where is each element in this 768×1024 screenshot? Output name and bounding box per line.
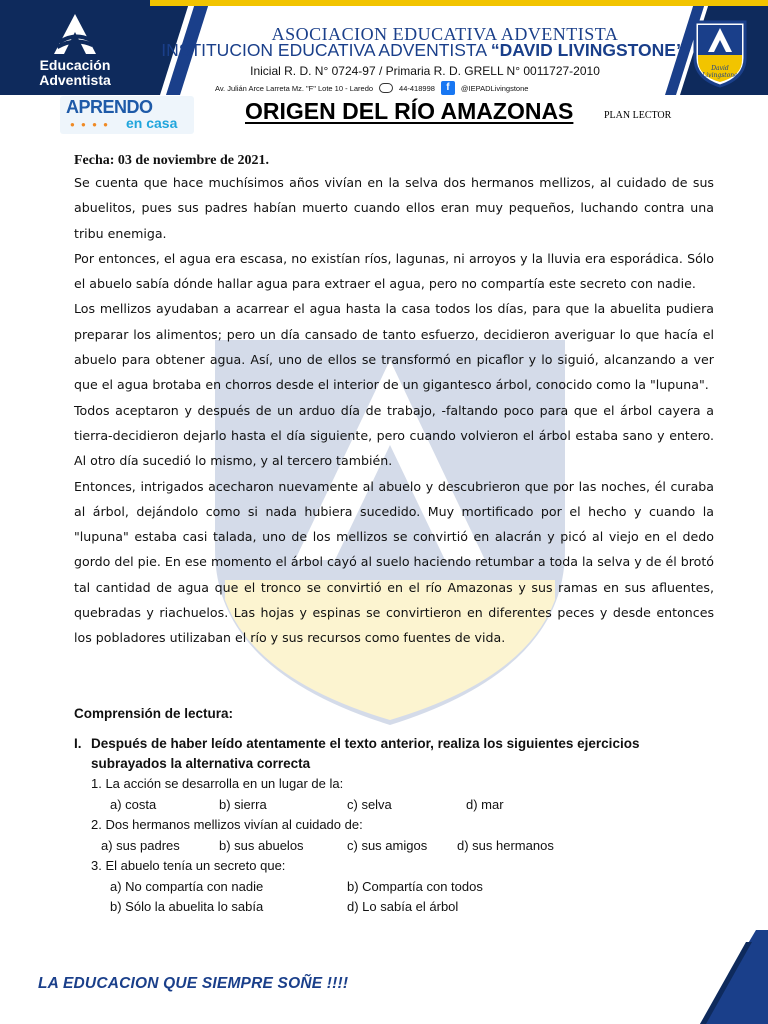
- social-handle: @IEPADLivingstone: [460, 83, 529, 93]
- question-1-stem: 1. La acción se desarrolla en un lugar de la:: [91, 776, 344, 791]
- story-paragraph: Entonces, intrigados acecharon nuevamente al abuelo y descubrieron que por las noches, él curaba al árbol, dejándolo como si nada hubiera sucedido. Muy mortificado por el hecho y cuando la "lupuna" estaba casi talada, uno de los mellizos se convirtió en alacrán y picó al viejo en el dedo gordo del pie. En ese momento el árbol cayó al suelo haciendo retumbar a toda la selva y de él brotó tal cantidad de agua que el tronco se convirtió en el río Amazonas y sus ramas en sus afluentes, quebradas y riachuelos. Las hojas y espinas se convirtieron en diferentes peces y desde entonces los pobladores utilizaban el río y sus recursos como fuentes de vida.: [74, 478, 714, 646]
- footer-corner-decoration: [700, 930, 768, 1024]
- question-2-option-b[interactable]: b) sus abuelos: [219, 838, 304, 853]
- svg-text:David: David: [711, 65, 729, 72]
- comprension-heading: Comprensión de lectura:: [74, 706, 234, 721]
- question-3-stem: 3. El abuelo tenía un secreto que:: [91, 858, 286, 873]
- phone-text: 44-418998: [399, 83, 435, 93]
- adventist-a-icon: [50, 12, 100, 56]
- school-crest: [690, 18, 750, 88]
- question-3-option-d[interactable]: d) Lo sabía el árbol: [347, 899, 459, 914]
- question-2-option-a[interactable]: a) sus padres: [101, 838, 180, 853]
- section-instructions-text: Después de haber leído atentamente el texto anterior, realiza los siguientes ejercicios subrayados la alternativa correcta: [91, 736, 640, 771]
- plan-lector-label: PLAN LECTOR: [604, 110, 672, 121]
- question-2-stem: 2. Dos hermanos mellizos vivían al cuidado de:: [91, 817, 363, 832]
- association-title: ASOCIACION EDUCATIVA ADVENTISTA: [271, 24, 619, 44]
- educacion-adventista-logo: [0, 0, 150, 95]
- phone-icon: [379, 83, 393, 93]
- address-text: Av. Julián Arce Larreta Mz. "F" Lote 10 - Laredo: [215, 83, 374, 93]
- footer-slogan: LA EDUCACION QUE SIEMPRE SOÑE !!!!: [38, 975, 349, 992]
- question-3-option-c[interactable]: b) Sólo la abuelita lo sabía: [110, 899, 264, 914]
- question-1-option-a[interactable]: a) costa: [110, 797, 157, 812]
- question-1-option-b[interactable]: b) sierra: [219, 797, 267, 812]
- question-3-option-b[interactable]: b) Compartía con todos: [347, 879, 483, 894]
- svg-text:Livingstone: Livingstone: [702, 72, 738, 79]
- institution-title: [158, 40, 688, 61]
- date-line: Fecha: 03 de noviembre de 2021.: [74, 153, 269, 168]
- question-2-option-c[interactable]: c) sus amigos: [347, 838, 428, 853]
- aprendo-dots-icon: ● ● ● ●: [70, 120, 110, 129]
- story-text: [74, 170, 714, 651]
- question-3-option-a[interactable]: a) No compartía con nadie: [110, 879, 264, 894]
- page-title: ORIGEN DEL RÍO AMAZONAS: [245, 98, 574, 124]
- institution-name: “DAVID LIVINGSTONE”: [490, 40, 685, 60]
- contact-line: [215, 81, 645, 95]
- section-numeral: I.: [74, 736, 82, 751]
- logo-text-educacion: Educación: [39, 57, 111, 73]
- aprendo-text: APRENDO: [66, 97, 153, 117]
- en-casa-text: en casa: [126, 115, 178, 131]
- story-paragraph: Todos aceptaron y después de un arduo día de trabajo, -faltando poco para que el árbol cayera a tierra-decidieron dejarlo hasta el día siguiente, pero cuando volvieron el árbol estaba sano y entero. Al otro día sucedió lo mismo, y al tercero también.: [74, 402, 714, 469]
- question-2-option-d[interactable]: d) sus hermanos: [457, 838, 554, 853]
- institution-prefix: INSTITUCION EDUCATIVA ADVENTISTA: [161, 40, 491, 60]
- aprendo-en-casa-logo: [60, 96, 194, 134]
- question-1-option-d[interactable]: d) mar: [466, 797, 504, 812]
- story-paragraph: Los mellizos ayudaban a acarrear el agua hasta la casa todos los días, para que la abuelita pudiera preparar los alimentos; pero un día cansado de tanto esfuerzo, decidieron averiguar lo que hacía el abuelo para obtener agua. Así, uno de ellos se transformó en picaflor y lo siguió, alcanzando a ver que el agua brotaba en chorros desde el interior de un gigantesco árbol, conocido como la "lupuna".: [74, 301, 714, 393]
- question-1-option-c[interactable]: c) selva: [347, 797, 392, 812]
- facebook-icon: f: [441, 81, 455, 95]
- logo-text-adventista: Adventista: [39, 72, 111, 88]
- resolution-numbers: Inicial R. D. N° 0724-97 / Primaria R. D. GRELL N° 0011727-2010: [250, 64, 600, 78]
- story-paragraph: Por entonces, el agua era escasa, no existían ríos, lagunas, ni arroyos y la lluvia era esporádica. Sólo el abuelo sabía dónde hallar agua para extraer el agua, pero no compartía este secreto con nadie.: [74, 250, 714, 292]
- story-paragraph: Se cuenta que hace muchísimos años vivían en la selva dos hermanos mellizos, al cuidado de sus abuelitos, pues sus padres habían muerto cuando ellos eran muy pequeños, luchando contra una tribu enemiga.: [74, 175, 714, 241]
